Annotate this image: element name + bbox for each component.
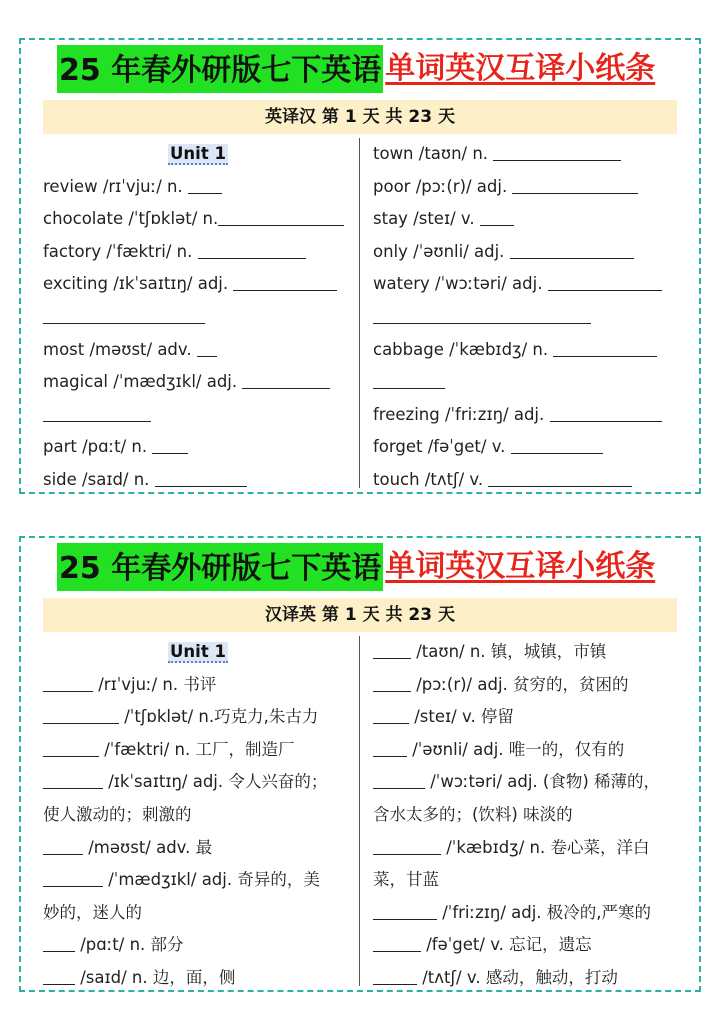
word-row: cabbage /ˈkæbɪdʒ/ n. xyxy=(373,334,679,367)
answer-blank[interactable] xyxy=(553,337,657,357)
word-row: poor /pɔː(r)/ adj. xyxy=(373,171,679,204)
answer-blank[interactable] xyxy=(493,141,621,161)
card2-title xyxy=(57,542,655,592)
word-row: /məʊst/ adv. 最 xyxy=(43,832,353,865)
answer-blank[interactable] xyxy=(373,369,445,389)
word-row-continued xyxy=(43,399,353,432)
answer-blank[interactable] xyxy=(43,965,75,985)
word-row: /fəˈget/ v. 忘记，遗忘 xyxy=(373,929,679,962)
answer-blank[interactable] xyxy=(373,672,411,692)
card1-subheading: 英译汉 第 1 天 共 23 天 xyxy=(43,100,677,134)
card1-right-column xyxy=(373,138,679,497)
word-row: freezing /ˈfriːzɪŋ/ adj. xyxy=(373,399,679,432)
card1-title xyxy=(57,44,655,94)
word-row: magical /ˈmædʒɪkl/ adj. xyxy=(43,366,353,399)
word-row: /taʊn/ n. 镇，城镇，市镇 xyxy=(373,636,679,669)
unit-heading: Unit 1 xyxy=(170,642,226,661)
answer-blank[interactable] xyxy=(373,932,421,952)
word-row: exciting /ɪkˈsaɪtɪŋ/ adj. xyxy=(43,268,353,301)
answer-blank[interactable] xyxy=(373,769,425,789)
answer-blank[interactable] xyxy=(373,639,411,659)
word-row-continued xyxy=(373,301,679,334)
answer-blank[interactable] xyxy=(373,965,417,985)
word-row: /ˈəʊnli/ adj. 唯一的，仅有的 xyxy=(373,734,679,767)
answer-blank[interactable] xyxy=(197,337,217,357)
word-row: factory /ˈfæktri/ n. xyxy=(43,236,353,269)
answer-blank[interactable] xyxy=(43,769,103,789)
word-row: /ˈmædʒɪkl/ adj. 奇异的，美 xyxy=(43,864,353,897)
answer-blank[interactable] xyxy=(43,867,103,887)
answer-blank[interactable] xyxy=(373,737,407,757)
answer-blank[interactable] xyxy=(480,206,514,226)
word-row: chocolate /ˈtʃɒklət/ n. xyxy=(43,203,353,236)
word-row-continued xyxy=(373,366,679,399)
word-row: /pɑːt/ n. 部分 xyxy=(43,929,353,962)
answer-blank[interactable] xyxy=(188,174,222,194)
word-row: watery /ˈwɔːtəri/ adj. xyxy=(373,268,679,301)
title-green-part: 25 年春外研版七下英语 xyxy=(57,45,383,93)
word-row: /ˈtʃɒklət/ n.巧克力,朱古力 xyxy=(43,701,353,734)
word-row: /ɪkˈsaɪtɪŋ/ adj. 令人兴奋的； xyxy=(43,766,353,799)
word-row: touch /tʌtʃ/ v. xyxy=(373,464,679,497)
word-row: /saɪd/ n. 边，面，侧 xyxy=(43,962,353,995)
answer-blank[interactable] xyxy=(510,239,634,259)
card2-columns xyxy=(43,636,677,988)
column-divider xyxy=(359,636,360,986)
column-divider xyxy=(359,138,360,488)
word-row: forget /fəˈget/ v. xyxy=(373,431,679,464)
word-row: stay /steɪ/ v. xyxy=(373,203,679,236)
card1-columns xyxy=(43,138,677,490)
word-row-continued: 使人激动的；刺激的 xyxy=(43,804,192,824)
word-row: /ˈfriːzɪŋ/ adj. 极冷的,严寒的 xyxy=(373,897,679,930)
word-row: /ˈfæktri/ n. 工厂，制造厂 xyxy=(43,734,353,767)
word-row: most /məʊst/ adv. xyxy=(43,334,353,367)
answer-blank[interactable] xyxy=(511,434,603,454)
card2-subheading: 汉译英 第 1 天 共 23 天 xyxy=(43,598,677,632)
answer-blank[interactable] xyxy=(43,835,83,855)
answer-blank[interactable] xyxy=(152,434,188,454)
answer-blank[interactable] xyxy=(373,704,409,724)
answer-blank[interactable] xyxy=(373,900,437,920)
word-row-continued: 含水太多的；(饮料) 味淡的 xyxy=(373,804,573,824)
word-row: /tʌtʃ/ v. 感动，触动，打动 xyxy=(373,962,679,995)
word-row: /ˈwɔːtəri/ adj. (食物) 稀薄的， xyxy=(373,766,679,799)
answer-blank[interactable] xyxy=(233,271,337,291)
word-row: town /taʊn/ n. xyxy=(373,138,679,171)
card2-right-column xyxy=(373,636,679,995)
word-row: /ˈkæbɪdʒ/ n. 卷心菜，洋白 xyxy=(373,832,679,865)
answer-blank[interactable] xyxy=(512,174,638,194)
card1-left-column xyxy=(43,138,353,497)
answer-blank[interactable] xyxy=(43,402,151,422)
answer-blank[interactable] xyxy=(43,304,205,324)
card-english-to-chinese xyxy=(19,38,701,494)
answer-blank[interactable] xyxy=(548,271,662,291)
answer-blank[interactable] xyxy=(155,467,247,487)
answer-blank[interactable] xyxy=(373,304,591,324)
word-row: /pɔː(r)/ adj. 贫穷的，贫困的 xyxy=(373,669,679,702)
answer-blank[interactable] xyxy=(43,932,75,952)
card2-left-column xyxy=(43,636,353,995)
title-red-part: 单词英汉互译小纸条 xyxy=(385,51,656,86)
answer-blank[interactable] xyxy=(242,369,330,389)
word-row: /steɪ/ v. 停留 xyxy=(373,701,679,734)
card-chinese-to-english xyxy=(19,536,701,992)
word-row: part /pɑːt/ n. xyxy=(43,431,353,464)
word-row: /rɪˈvjuː/ n. 书评 xyxy=(43,669,353,702)
answer-blank[interactable] xyxy=(488,467,632,487)
word-row: review /rɪˈvjuː/ n. xyxy=(43,171,353,204)
answer-blank[interactable] xyxy=(198,239,306,259)
answer-blank[interactable] xyxy=(43,737,99,757)
answer-blank[interactable] xyxy=(550,402,662,422)
title-red-part: 单词英汉互译小纸条 xyxy=(385,549,656,584)
word-row: side /saɪd/ n. xyxy=(43,464,353,497)
answer-blank[interactable] xyxy=(43,704,119,724)
answer-blank[interactable] xyxy=(43,672,93,692)
answer-blank[interactable] xyxy=(373,835,441,855)
answer-blank[interactable] xyxy=(218,206,344,226)
word-row-continued xyxy=(43,301,353,334)
title-green-part: 25 年春外研版七下英语 xyxy=(57,543,383,591)
word-row-continued: 菜，甘蓝 xyxy=(373,870,439,890)
unit-heading: Unit 1 xyxy=(170,144,226,163)
word-row: only /ˈəʊnli/ adj. xyxy=(373,236,679,269)
word-row-continued: 妙的，迷人的 xyxy=(43,902,142,922)
